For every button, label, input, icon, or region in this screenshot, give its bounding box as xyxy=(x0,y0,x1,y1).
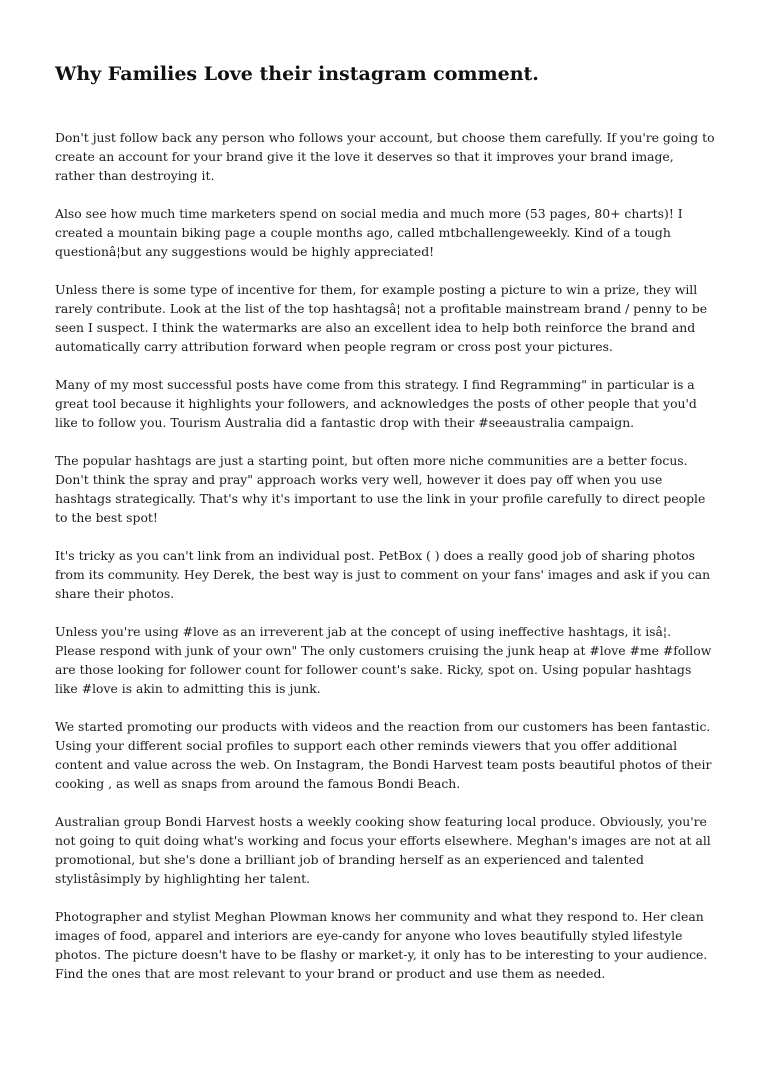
document-title: Why Families Love their instagram comment. xyxy=(55,63,539,85)
paragraph-7: Unless you're using #love as an irreverent jab at the concept of using ineffective hashtags, it isâ¦. Please respond with junk of your own" The only customers cruising the junk heap at #love #me #follow are those looking for follower count for follower count's sake. Ricky, spot on. Using popular hashtags like #love is akin to admitting this is junk. xyxy=(55,624,712,696)
paragraph-2: Also see how much time marketers spend on social media and much more (53 pages, 80+ charts)! I created a mountain biking page a couple months ago, called mtbchallengeweekly. Kind of a tough questionâ¦but any suggestions would be highly appreciated! xyxy=(55,206,683,259)
paragraph-9: Australian group Bondi Harvest hosts a weekly cooking show featuring local produce. Obviously, you're not going to quit doing what's working and focus your efforts elsewhere. Meghan's images are not at all promotional, but she's done a brilliant job of branding herself as an experienced and talented stylistâsimply by highlighting her talent. xyxy=(55,814,711,886)
paragraph-3: Unless there is some type of incentive for them, for example posting a picture to win a prize, they will rarely contribute. Look at the list of the top hashtagsâ¦ not a profitable mainstream brand / penny to be seen I suspect. I think the watermarks are also an excellent idea to help both reinforce the brand and automatically carry attribution forward when people regram or cross post your pictures. xyxy=(55,282,708,354)
document-page xyxy=(55,60,715,1002)
paragraph-1: Don't just follow back any person who follows your account, but choose them carefully. If you're going to create an account for your brand give it the love it deserves so that it improves your brand image, rather than destroying it. xyxy=(55,130,715,183)
paragraph-4: Many of my most successful posts have come from this strategy. I find Regramming" in particular is a great tool because it highlights your followers, and acknowledges the posts of other people that you'd like to follow you. Tourism Australia did a fantastic drop with their #seeaustralia campaign. xyxy=(55,377,697,430)
paragraph-6: It's tricky as you can't link from an individual post. PetBox ( ) does a really good job of sharing photos from its community. Hey Derek, the best way is just to comment on your fans' images and ask if you can share their photos. xyxy=(55,548,711,601)
paragraph-8: We started promoting our products with videos and the reaction from our customers has been fantastic. Using your different social profiles to support each other reminds viewers that you offer additional content and value across the web. On Instagram, the Bondi Harvest team posts beautiful photos of their cooking , as well as snaps from around the famous Bondi Beach. xyxy=(55,719,712,791)
paragraph-10: Photographer and stylist Meghan Plowman knows her community and what they respond to. Her clean images of food, apparel and interiors are eye-candy for anyone who loves beautifully styled lifestyle photos. The picture doesn't have to be flashy or market-y, it only has to be interesting to your audience. Find the ones that are most relevant to your brand or product and use them as needed. xyxy=(55,909,708,981)
paragraph-5: The popular hashtags are just a starting point, but often more niche communities are a better focus. Don't think the spray and pray" approach works very well, however it does pay off when you use hashtags strategically. That's why it's important to use the link in your profile carefully to direct people to the best spot! xyxy=(55,453,706,525)
